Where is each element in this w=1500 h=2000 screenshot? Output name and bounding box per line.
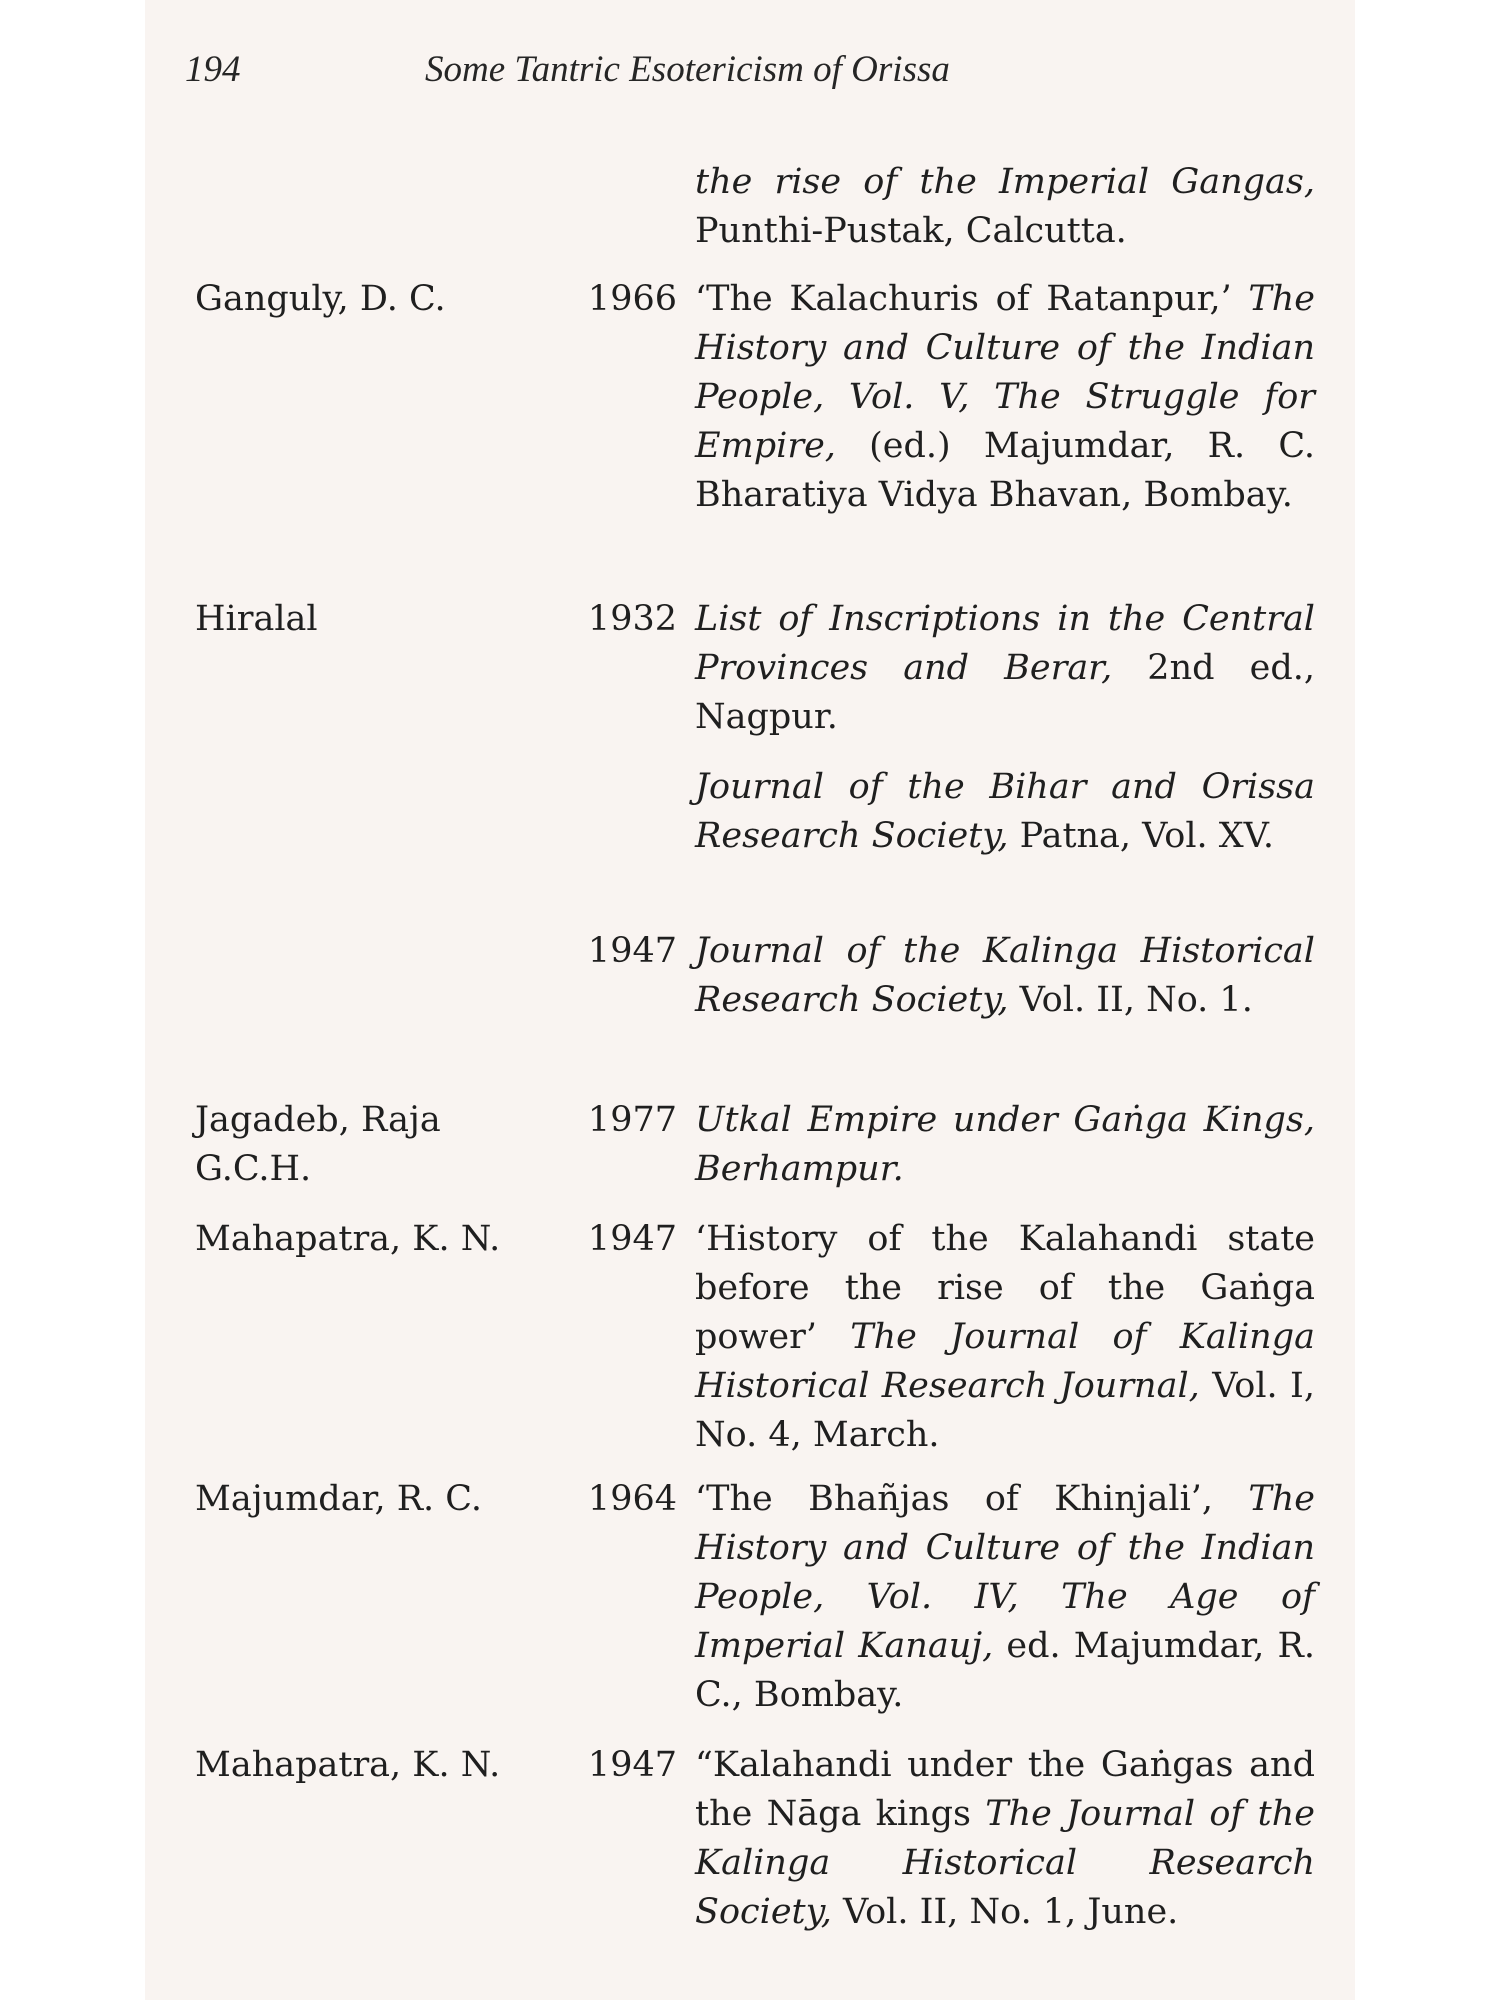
reference-segment: ‘History of the Kalahandi state before the rise of the Gaṅga power’ [695,1219,1315,1357]
reference-segment: List of Inscriptions in the Central Provinces and Berar, [695,599,1315,688]
reference-segment: Vol. II, No. 1. [1008,980,1253,1020]
page-number: 194 [185,49,241,90]
reference-segment: (ed.) Majumdar, R. C. Bharatiya Vidya Bhavan, Bombay. [695,426,1315,515]
running-title: Some Tantric Esotericism of Orissa [425,49,950,90]
entry-reference [695,595,1315,742]
entry-author: Hiralal [195,599,318,639]
reference-segment: the rise of the Imperial Gangas, [695,162,1315,202]
entry-reference [695,1741,1315,1937]
reference-segment: ed. Majumdar, R. C., Bombay. [695,1626,1316,1715]
entry-reference [695,1215,1315,1460]
reference-segment: The Journal of the Kalinga Historical Research Society, [695,1794,1315,1932]
reference-segment: ‘The Bhañjas of Khinjali’, [695,1479,1249,1519]
entry-reference [695,1096,1315,1194]
book-page [145,0,1355,2000]
entry-reference [695,763,1315,861]
entry-reference [695,1475,1315,1720]
reference-segment: ‘The Kalachuris of Ratanpur,’ [695,279,1249,319]
entry-author: Mahapatra, K. N. [195,1745,501,1785]
reference-segment: Journal of the Kalinga Historical Research Society, [695,931,1315,1020]
reference-segment: Utkal Empire under Gaṅga Kings, Berhampur. [695,1100,1315,1189]
reference-segment: The Journal of Kalinga Historical Research Journal, [695,1317,1315,1406]
entry-reference [695,275,1315,520]
entry-year: 1947 [587,931,677,971]
entry-author: Ganguly, D. C. [195,279,446,319]
entry-year: 1964 [587,1479,677,1519]
entry-year: 1947 [587,1745,677,1785]
entry-year: 1932 [587,599,677,639]
entry-author: Mahapatra, K. N. [195,1219,501,1259]
entry-reference [695,158,1315,256]
reference-segment: 2nd ed., Nagpur. [695,648,1315,737]
reference-segment: Vol. II, No. 1, June. [831,1892,1179,1932]
reference-segment: The History and Culture of the Indian People, Vol. V, The Struggle for Empire, [695,279,1315,466]
reference-segment: Patna, Vol. XV. [1008,816,1274,856]
reference-segment: Vol. I, No. 4, March. [695,1366,1315,1455]
reference-segment: Punthi-Pustak, Calcutta. [695,211,1127,251]
entry-author: Majumdar, R. C. [195,1479,482,1519]
entry-author: Jagadeb, Raja G.C.H. [195,1100,441,1189]
bibliography-list [145,0,1355,2000]
reference-segment: The History and Culture of the Indian People, Vol. IV, The Age of Imperial Kanauj, [695,1479,1315,1666]
reference-segment: Journal of the Bihar and Orissa Research Society, [695,767,1315,856]
entry-year: 1947 [587,1219,677,1259]
entry-year: 1977 [587,1100,677,1140]
reference-segment: “Kalahandi under the Gaṅgas and the Nāga kings [695,1745,1315,1834]
entry-year: 1966 [587,279,677,319]
entry-reference [695,927,1315,1025]
